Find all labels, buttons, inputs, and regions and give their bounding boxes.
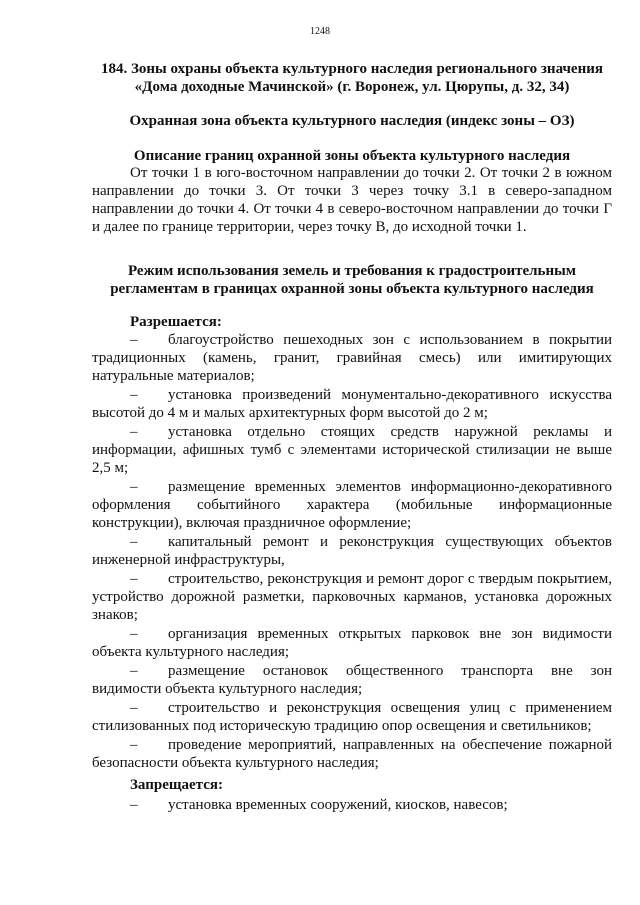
page-number: 1248 bbox=[310, 26, 330, 37]
list-item bbox=[92, 699, 612, 735]
list-item-text: установка произведений монументально-декоративного искусства высотой до 4 м и малых архитектурных форм высотой до 2 м; bbox=[92, 387, 612, 421]
list-item bbox=[92, 570, 612, 624]
dash-marker: – bbox=[130, 534, 138, 550]
list-item bbox=[92, 662, 612, 698]
dash-marker: – bbox=[130, 387, 138, 403]
dash-marker: – bbox=[130, 797, 138, 813]
list-item bbox=[92, 736, 612, 772]
regime-heading: Режим использования земель и требования к градостроительным регламентам в границах охранной зоны объекта культурного наследия bbox=[110, 263, 594, 297]
list-item-text: строительство, реконструкция и ремонт дорог с твердым покрытием, устройство дорожной разметки, парковочных карманов, установка дорожных знаков; bbox=[92, 571, 612, 623]
allowed-list bbox=[92, 331, 612, 773]
dash-marker: – bbox=[130, 626, 138, 642]
list-item bbox=[92, 478, 612, 532]
list-item-text: установка отдельно стоящих средств наружной рекламы и информации, афишных тумб с элементами исторической стилизации не выше 2,5 м; bbox=[92, 424, 612, 476]
dash-marker: – bbox=[130, 479, 138, 495]
allowed-heading: Разрешается: bbox=[130, 314, 222, 330]
forbidden-heading: Запрещается: bbox=[130, 777, 224, 793]
borders-heading: Описание границ охранной зоны объекта культурного наследия bbox=[133, 148, 571, 164]
list-item-text: размещение остановок общественного транспорта вне зон видимости объекта культурного наследия; bbox=[92, 663, 612, 697]
list-item bbox=[92, 386, 612, 422]
list-item bbox=[92, 423, 612, 477]
list-item bbox=[92, 625, 612, 661]
dash-marker: – bbox=[130, 737, 138, 753]
list-item-text: размещение временных элементов информационно-декоративного оформления событийного характера (мобильные информационные конструкции), включая праздничное оформление; bbox=[92, 479, 612, 531]
dash-marker: – bbox=[130, 700, 138, 716]
list-item-text: благоустройство пешеходных зон с использованием в покрытии традиционных (камень, гранит, гравийная смесь) или имитирующих натуральные материалов; bbox=[92, 332, 612, 384]
dash-marker: – bbox=[130, 424, 138, 440]
list-item-text: проведение мероприятий, направленных на обеспечение пожарной безопасности объекта культурного наследия; bbox=[92, 737, 612, 771]
forbidden-list bbox=[92, 796, 612, 815]
list-item bbox=[92, 533, 612, 569]
list-item-text: установка временных сооружений, киосков, навесов; bbox=[168, 797, 508, 813]
list-item-text: строительство и реконструкция освещения улиц с применением стилизованных под историческую традицию опор освещения и светильников; bbox=[92, 700, 612, 734]
dash-marker: – bbox=[130, 571, 138, 587]
borders-description: От точки 1 в юго-восточном направлении до точки 2. От точки 2 в южном направлении до точки 3. От точки 3 через точку 3.1 в северо-западном направлении до точки 4. От точки 4 в северо-восточном направлении до точки Г и далее по границе территории, через точку В, до исходной точки 1. bbox=[92, 165, 612, 235]
dash-marker: – bbox=[130, 663, 138, 679]
list-item-text: организация временных открытых парковок вне зон видимости объекта культурного наследия; bbox=[92, 626, 612, 660]
dash-marker: – bbox=[130, 332, 138, 348]
document-title: 184. Зоны охраны объекта культурного наследия регионального значения «Дома доходные Мачинской» (г. Воронеж, ул. Цюрупы, д. 32, 34) bbox=[100, 61, 603, 95]
list-item bbox=[92, 331, 612, 385]
list-item bbox=[92, 796, 612, 814]
zone-title: Охранная зона объекта культурного наследия (индекс зоны – ОЗ) bbox=[129, 113, 575, 129]
list-item-text: капитальный ремонт и реконструкция существующих объектов инженерной инфраструктуры, bbox=[92, 534, 612, 568]
